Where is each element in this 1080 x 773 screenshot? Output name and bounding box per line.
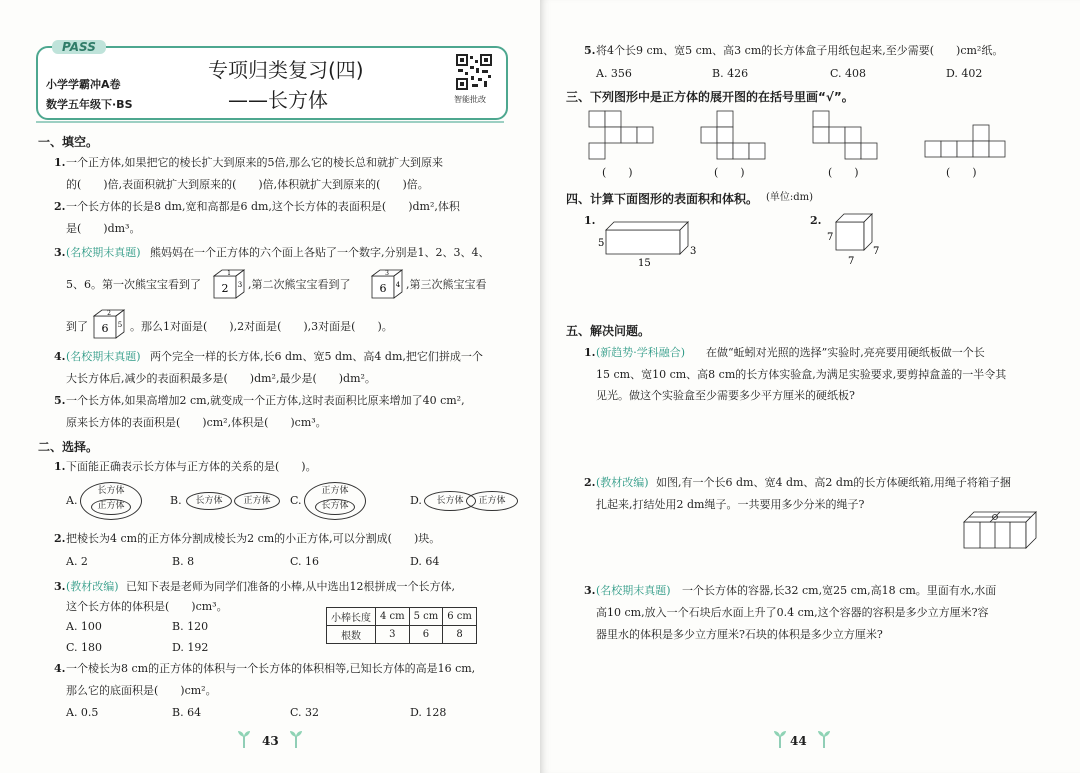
c1-d-oval-2[interactable]: [466, 491, 518, 511]
q3-line1: 熊妈妈在一个正方体的六个面上各贴了一个数字,分别是1、2、3、4、: [150, 246, 490, 259]
q3-line2a: 5、6。第一次熊宝宝看到了: [66, 278, 201, 291]
rod-table-row-length: [327, 608, 477, 626]
page-subtitle: ——长方体: [228, 88, 328, 112]
q4-number: 4.: [54, 350, 66, 363]
c5-number: 5.: [584, 44, 596, 57]
c3-option-b[interactable]: B. 120: [172, 620, 209, 633]
cube3-side: 5: [117, 321, 123, 329]
p3-line1: 一个长方体的容器,长32 cm,宽25 cm,高18 cm。里面有水,水面: [682, 584, 997, 597]
c5-option-a[interactable]: A. 356: [596, 67, 632, 80]
rod-count-cell: 3: [376, 626, 410, 644]
c5-option-d[interactable]: D. 402: [946, 67, 983, 80]
c1-number: 1.: [54, 460, 66, 473]
c1-option-a-label[interactable]: A.: [66, 494, 78, 507]
p3-tag: (名校期末真题): [596, 584, 671, 597]
q3-line2b: ,第二次熊宝宝看到了: [248, 278, 351, 291]
c5-option-b[interactable]: B. 426: [712, 67, 749, 80]
sprout-icon: [288, 728, 304, 748]
q2-line1: 一个长方体的长是8 dm,宽和高都是6 dm,这个长方体的表面积是( )dm²,体积: [66, 200, 460, 213]
section-problem-title: 五、解决问题。: [566, 324, 651, 338]
c2-option-b[interactable]: B. 8: [172, 555, 195, 568]
q3-tag: (名校期末真题): [66, 246, 141, 259]
c2-text: 把棱长为4 cm的正方体分割成棱长为2 cm的小正方体,可以分割成( )块。: [66, 532, 441, 545]
c1-option-d-label[interactable]: D.: [410, 494, 422, 507]
c1-a-inner-label: 正方体: [97, 501, 125, 511]
q3-line3b: 。那么1对面是( ),2对面是( ),3对面是( )。: [130, 320, 393, 333]
c1-d-label-1: 长方体: [436, 496, 464, 506]
c3-line2: 这个长方体的体积是( )cm³。: [66, 600, 228, 613]
fig1-height-label: 5: [598, 238, 605, 249]
cuboid-figure-1: [596, 216, 706, 272]
q3-line2c: ,第三次熊宝宝看: [406, 278, 487, 291]
c2-number: 2.: [54, 532, 66, 545]
c4-option-a[interactable]: A. 0.5: [66, 706, 99, 719]
c3-line1: 已知下表是老师为同学们准备的小棒,从中选出12根拼成一个长方体,: [126, 580, 455, 593]
p2-number: 2.: [584, 476, 596, 489]
section-fill-blank-title: 一、填空。: [38, 135, 99, 149]
cube3-front: 6: [101, 322, 109, 335]
page-number-left: 43: [262, 734, 279, 748]
fig1-number: 1.: [584, 214, 596, 227]
fig2-number: 2.: [810, 214, 822, 227]
cube-view-3: [92, 308, 126, 340]
q4-line1: 两个完全一样的长方体,长6 dm、宽5 dm、高4 dm,把它们拼成一个: [150, 350, 483, 363]
pass-badge: PASS: [52, 40, 106, 54]
c1-b-oval-2[interactable]: [234, 492, 280, 510]
net-1-answer-bracket[interactable]: ( ): [602, 166, 633, 179]
section-net-title: 三、下列图形中是正方体的展开图的在括号里画“√”。: [566, 90, 854, 104]
p1-line3: 见光。做这个实验盒至少需要多少平方厘米的硬纸板?: [596, 389, 855, 402]
c1-b-oval-1[interactable]: [186, 492, 232, 510]
c1-option-c-label[interactable]: C.: [290, 494, 302, 507]
p1-tag: (新趋势·学科融合): [596, 346, 686, 359]
c4-option-b[interactable]: B. 64: [172, 706, 202, 719]
section-calc-unit: (单位:dm): [766, 192, 814, 203]
rod-length-header: 小棒长度: [327, 608, 376, 626]
c3-option-c[interactable]: C. 180: [66, 641, 103, 654]
q3-line3a: 到了: [66, 320, 88, 333]
grade-label: 数学五年级下·BS: [46, 98, 133, 111]
q1-line2: 的( )倍,表面积就扩大到原来的( )倍,体积就扩大到原来的( )倍。: [66, 178, 429, 191]
cube2-top: 3: [385, 270, 389, 277]
worksheet-header: [36, 40, 508, 120]
q2-number: 2.: [54, 200, 66, 213]
p2-line1: 如图,有一个长6 dm、宽4 dm、高2 dm的长方体硬纸箱,用绳子将箱子捆: [656, 476, 1011, 489]
q5-line2: 原来长方体的表面积是( )cm²,体积是( )cm³。: [66, 416, 327, 429]
cube1-top: 1: [227, 270, 231, 277]
p1-line2: 15 cm、宽10 cm、高8 cm的长方体实验盒,为满足实验要求,要剪掉盒盖的一半令其: [596, 368, 1007, 381]
fig1-length-label: 15: [638, 258, 651, 269]
cube-net-1: [588, 110, 658, 162]
c3-option-d[interactable]: D. 192: [172, 641, 209, 654]
p1-line1: 在做“蚯蚓对光照的选择”实验时,亮亮要用硬纸板做一个长: [706, 346, 985, 359]
c4-option-d[interactable]: D. 128: [410, 706, 447, 719]
c1-b-label-1: 长方体: [195, 496, 223, 506]
right-page: [540, 0, 1080, 773]
cube1-front: 2: [221, 282, 229, 295]
q1-line1: 一个正方体,如果把它的棱长扩大到原来的5倍,那么它的棱长总和就扩大到原来: [66, 156, 443, 169]
cube1-side: 3: [237, 281, 243, 289]
c1-option-c-outer[interactable]: [304, 482, 366, 520]
c1-c-inner-label: 长方体: [321, 501, 349, 511]
fig1-width-label: 3: [690, 246, 697, 257]
page-number-right: 44: [790, 734, 807, 748]
c1-option-a-outer[interactable]: [80, 482, 142, 520]
fig2-width-label: 7: [873, 246, 880, 257]
q4-tag: (名校期末真题): [66, 350, 141, 363]
cube-net-3: [812, 110, 882, 162]
c5-text: 将4个长9 cm、宽5 cm、高3 cm的长方体盒子用纸包起来,至少需要( )cm²纸。: [596, 44, 1004, 57]
c1-a-inner: [91, 499, 131, 515]
q5-number: 5.: [54, 394, 66, 407]
c4-option-c[interactable]: C. 32: [290, 706, 320, 719]
c2-option-d[interactable]: D. 64: [410, 555, 440, 568]
cube2-side: 4: [395, 281, 401, 289]
fig2-length-label: 7: [848, 256, 855, 267]
c3-tag: (教材改编): [66, 580, 119, 593]
net-4-answer-bracket[interactable]: ( ): [946, 166, 977, 179]
c1-text: 下面能正确表示长方体与正方体的关系的是( )。: [66, 460, 317, 473]
rod-table-row-count: [327, 626, 477, 644]
rod-length-cell: 6 cm: [443, 608, 477, 626]
q4-line2: 大长方体后,减少的表面积最多是( )dm²,最少是( )dm²。: [66, 372, 376, 385]
section-calc-title: 四、计算下面图形的表面积和体积。: [566, 192, 759, 206]
section-choice-title: 二、选择。: [38, 440, 99, 454]
cube2-front: 6: [379, 282, 387, 295]
sprout-icon: [236, 728, 252, 748]
q2-line2: 是( )dm³。: [66, 222, 141, 235]
net-3-answer-bracket[interactable]: ( ): [828, 166, 859, 179]
q1-number: 1.: [54, 156, 66, 169]
c4-line2: 那么它的底面积是( )cm²。: [66, 684, 217, 697]
rod-length-cell: 4 cm: [376, 608, 410, 626]
c1-option-b-label[interactable]: B.: [170, 494, 182, 507]
cube-view-2: [370, 268, 404, 300]
rod-count-cell: 8: [443, 626, 477, 644]
c1-a-outer-label: 长方体: [97, 486, 125, 496]
p1-number: 1.: [584, 346, 596, 359]
c3-option-a[interactable]: A. 100: [66, 620, 102, 633]
series-name: 小学学霸冲A卷: [46, 78, 121, 91]
page-title: 专项归类复习(四): [208, 58, 364, 82]
c3-number: 3.: [54, 580, 66, 593]
tied-box-figure: [958, 508, 1040, 552]
p3-number: 3.: [584, 584, 596, 597]
cube-figure-2: [824, 208, 884, 270]
c4-number: 4.: [54, 662, 66, 675]
c2-option-a[interactable]: A. 2: [66, 555, 88, 568]
c1-d-label-2: 正方体: [478, 496, 506, 506]
qr-label: 智能批改: [454, 95, 486, 104]
c1-c-inner: [315, 499, 355, 515]
p3-line3: 器里水的体积是多少立方厘米?石块的体积是多少立方厘米?: [596, 628, 883, 641]
q5-line1: 一个长方体,如果高增加2 cm,就变成一个正方体,这时表面积比原来增加了40 cm²,: [66, 394, 465, 407]
cube-view-1: [212, 268, 246, 300]
rod-count-cell: 6: [409, 626, 443, 644]
net-2-answer-bracket[interactable]: ( ): [714, 166, 745, 179]
rod-length-cell: 5 cm: [409, 608, 443, 626]
sprout-icon: [772, 728, 788, 748]
rod-table: [326, 607, 477, 644]
header-divider: [36, 121, 504, 123]
c1-b-label-2: 正方体: [243, 496, 271, 506]
sprout-icon: [816, 728, 832, 748]
p3-line2: 高10 cm,放入一个石块后水面上升了0.4 cm,这个容器的容积是多少立方厘米?容: [596, 606, 989, 619]
c1-c-outer-label: 正方体: [321, 486, 349, 496]
cube-net-4: [924, 124, 1012, 162]
c2-option-c[interactable]: C. 16: [290, 555, 320, 568]
cube3-top: 2: [107, 310, 111, 317]
p2-tag: (教材改编): [596, 476, 649, 489]
q3-number: 3.: [54, 246, 66, 259]
fig2-height-label: 7: [827, 232, 834, 243]
p2-line2: 扎起来,打结处用2 dm绳子。一共要用多少分米的绳子?: [596, 498, 865, 511]
c4-line1: 一个棱长为8 cm的正方体的体积与一个长方体的体积相等,已知长方体的高是16 cm,: [66, 662, 476, 675]
rod-count-header: 根数: [327, 626, 376, 644]
cube-net-2: [700, 110, 770, 162]
qr-code-icon[interactable]: [456, 54, 492, 90]
c5-option-c[interactable]: C. 408: [830, 67, 867, 80]
